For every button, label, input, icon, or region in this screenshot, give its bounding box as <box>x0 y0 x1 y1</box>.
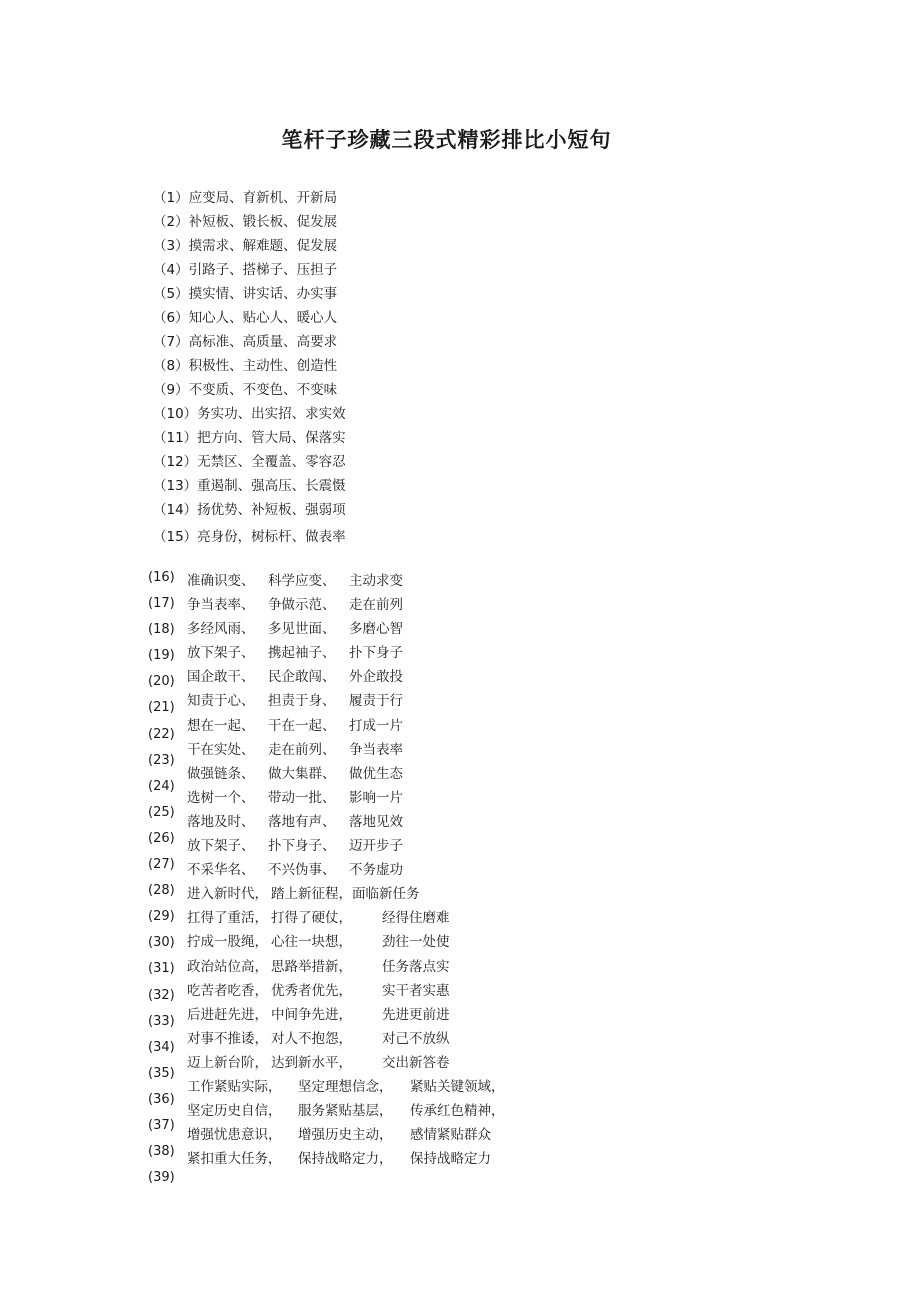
phrase-part: 准确识变、 <box>187 573 255 589</box>
phrase-part: 放下架子、 <box>187 645 255 662</box>
item-number: (36) <box>148 1091 175 1107</box>
item-number: (16) <box>148 570 175 585</box>
item-number: (25) <box>148 804 175 820</box>
item-number: (32) <box>148 987 175 1003</box>
phrase-part: 心往一块想， <box>271 934 352 951</box>
item-number: (30) <box>148 935 175 951</box>
item-number: (27) <box>148 857 175 873</box>
phrase-part: 政治站位高， <box>187 958 268 975</box>
phrase-part: 优秀者优先， <box>271 982 352 999</box>
phrase-row <box>187 1051 527 1075</box>
phrase-part: 携起袖子、 <box>268 645 336 662</box>
phrase-row <box>187 665 527 689</box>
phrase-row <box>187 617 527 641</box>
item-number: (23) <box>148 752 175 768</box>
phrase-part: 拧成一股绳， <box>187 934 268 951</box>
phrase-part: 民企敢闯、 <box>268 669 336 686</box>
phrase-row <box>187 569 527 593</box>
phrase-row <box>187 786 527 810</box>
phrase-part: 履责于行 <box>349 693 403 710</box>
item-number: (33) <box>148 1013 175 1029</box>
phrase-part: 走在前列、 <box>268 741 336 758</box>
list-item: （12）无禁区、全覆盖、零容忍 <box>153 454 346 470</box>
phrase-part: 争当表率、 <box>187 597 255 614</box>
phrase-part: 选树一个、 <box>187 789 255 806</box>
phrase-part: 打得了硬仗， <box>271 910 352 927</box>
phrase-part: 经得住磨难 <box>382 910 450 927</box>
phrase-part: 增强历史主动， <box>298 1127 393 1144</box>
item-number: (37) <box>148 1117 175 1133</box>
phrase-part: 落地有声、 <box>268 813 336 830</box>
item-number: (35) <box>148 1065 175 1081</box>
phrase-part: 实干者实惠 <box>382 982 450 999</box>
list-item: （3）摸需求、解难题、促发展 <box>153 238 338 254</box>
phrase-part: 带动一批、 <box>268 789 336 806</box>
phrase-part: 知责于心、 <box>187 693 255 710</box>
list-item: （6）知心人、贴心人、暖心人 <box>153 310 338 326</box>
phrase-part: 中间争先进， <box>271 1006 352 1023</box>
phrase-part: 后进赶先进， <box>187 1006 268 1023</box>
phrase-part: 踏上新征程，面临新任务 <box>271 886 420 903</box>
list-item: （7）高标准、高质量、高要求 <box>153 334 338 350</box>
phrase-row <box>187 714 527 738</box>
list-item: （13）重遏制、强高压、长震慑 <box>153 478 346 494</box>
phrase-part: 做大集群、 <box>268 765 336 782</box>
numbered-list-1-15 <box>153 186 346 552</box>
phrase-part: 做优生态 <box>349 765 403 782</box>
phrase-part: 打成一片 <box>349 717 403 734</box>
item-number: (39) <box>148 1170 175 1186</box>
phrase-row <box>187 738 527 762</box>
phrase-column-16-39 <box>187 569 527 1171</box>
item-number: (38) <box>148 1144 175 1160</box>
phrase-row <box>187 1099 527 1123</box>
item-number: (21) <box>148 700 175 716</box>
phrase-row <box>187 1075 527 1099</box>
phrase-part: 干在实处、 <box>187 741 255 758</box>
list-item: （1）应变局、育新机、开新局 <box>153 190 338 206</box>
phrase-part: 外企敢投 <box>349 669 403 686</box>
item-number: (17) <box>148 596 175 612</box>
phrase-row <box>187 882 527 906</box>
item-number: (28) <box>148 883 175 899</box>
phrase-part: 担责于身、 <box>268 693 336 710</box>
item-number: (22) <box>148 726 175 742</box>
phrase-row <box>187 593 527 617</box>
list-item: （9）不变质、不变色、不变味 <box>153 382 338 398</box>
phrase-part: 争当表率 <box>349 741 403 758</box>
phrase-part: 劲往一处使 <box>382 934 450 951</box>
phrase-row <box>187 858 527 882</box>
phrase-part: 服务紧贴基层， <box>298 1103 393 1120</box>
phrase-row <box>187 955 527 979</box>
phrase-part: 进入新时代， <box>187 886 268 903</box>
phrase-part: 对己不放纵 <box>382 1030 450 1047</box>
phrase-part: 对人不抱怨， <box>271 1030 352 1047</box>
phrase-part: 坚定理想信念， <box>298 1078 393 1095</box>
phrase-part: 工作紧贴实际， <box>187 1078 282 1095</box>
phrase-part: 保持战略定力 <box>410 1151 491 1168</box>
phrase-part: 影响一片 <box>349 789 403 806</box>
phrase-part: 先进更前进 <box>382 1006 450 1023</box>
page-title: 笔杆子珍藏三段式精彩排比小短句 <box>281 128 612 152</box>
item-number: (31) <box>148 961 175 977</box>
item-number: (24) <box>148 778 175 794</box>
list-item: （11）把方向、管大局、保落实 <box>153 430 346 446</box>
phrase-row <box>187 1027 527 1051</box>
phrase-part: 国企敢干、 <box>187 669 255 686</box>
list-item: （14）扬优势、补短板、强弱项 <box>153 502 346 518</box>
item-number: (20) <box>148 674 175 690</box>
phrase-part: 坚定历史自信， <box>187 1103 282 1120</box>
phrase-part: 吃苦者吃香， <box>187 982 268 999</box>
number-column-16-39 <box>148 565 178 1191</box>
phrase-row <box>187 762 527 786</box>
phrase-part: 对事不推诿， <box>187 1030 268 1047</box>
phrase-part: 多经风雨、 <box>187 621 255 638</box>
phrase-part: 干在一起、 <box>268 717 336 734</box>
phrase-part: 迈上新台阶， <box>187 1054 268 1071</box>
phrase-row <box>187 810 527 834</box>
phrase-part: 放下架子、 <box>187 838 255 855</box>
phrase-part: 争做示范、 <box>268 597 336 614</box>
item-number: (18) <box>148 622 175 638</box>
phrase-part: 不采华名、 <box>187 862 255 879</box>
phrase-part: 扑下身子 <box>349 645 403 662</box>
phrase-part: 不兴伪事、 <box>268 862 336 879</box>
list-item: （4）引路子、搭梯子、压担子 <box>153 262 338 278</box>
list-item: （2）补短板、锻长板、促发展 <box>153 214 338 230</box>
phrase-part: 多磨心智 <box>349 621 403 638</box>
phrase-row <box>187 930 527 954</box>
phrase-part: 迈开步子 <box>349 838 403 855</box>
phrase-part: 紧贴关键领域， <box>410 1078 505 1095</box>
phrase-part: 科学应变、 <box>268 573 336 589</box>
phrase-part: 落地及时、 <box>187 813 255 830</box>
list-item: （10）务实功、出实招、求实效 <box>153 406 346 422</box>
item-number: (29) <box>148 909 175 925</box>
phrase-row <box>187 1147 527 1171</box>
phrase-row <box>187 979 527 1003</box>
phrase-part: 主动求变 <box>349 573 403 589</box>
phrase-part: 不务虚功 <box>349 862 403 879</box>
phrase-part: 感情紧贴群众 <box>410 1127 491 1144</box>
phrase-row <box>187 689 527 713</box>
list-item: （5）摸实情、讲实话、办实事 <box>153 286 338 302</box>
phrase-part: 任务落点实 <box>382 958 450 975</box>
phrase-part: 做强链条、 <box>187 765 255 782</box>
phrase-part: 思路举措新， <box>271 958 352 975</box>
phrase-part: 紧扣重大任务， <box>187 1151 282 1168</box>
phrase-part: 扑下身子、 <box>268 838 336 855</box>
phrase-row <box>187 1003 527 1027</box>
phrase-row <box>187 641 527 665</box>
phrase-row <box>187 834 527 858</box>
phrase-part: 扛得了重活， <box>187 910 268 927</box>
phrase-part: 落地见效 <box>349 813 403 830</box>
phrase-row <box>187 1123 527 1147</box>
phrase-part: 保持战略定力， <box>298 1151 393 1168</box>
phrase-part: 多见世面、 <box>268 621 336 638</box>
phrase-part: 传承红色精神， <box>410 1103 505 1120</box>
item-number: (34) <box>148 1039 175 1055</box>
phrase-row <box>187 906 527 930</box>
list-item: （15）亮身份，树标杆、做表率 <box>153 529 346 545</box>
phrase-part: 达到新水平， <box>271 1054 352 1071</box>
list-item: （8）积极性、主动性、创造性 <box>153 358 338 374</box>
item-number: (19) <box>148 648 175 664</box>
phrase-part: 交出新答卷 <box>382 1054 450 1071</box>
item-number: (26) <box>148 830 175 846</box>
phrase-part: 想在一起、 <box>187 717 255 734</box>
phrase-part: 走在前列 <box>349 597 403 614</box>
phrase-part: 增强忧患意识， <box>187 1127 282 1144</box>
